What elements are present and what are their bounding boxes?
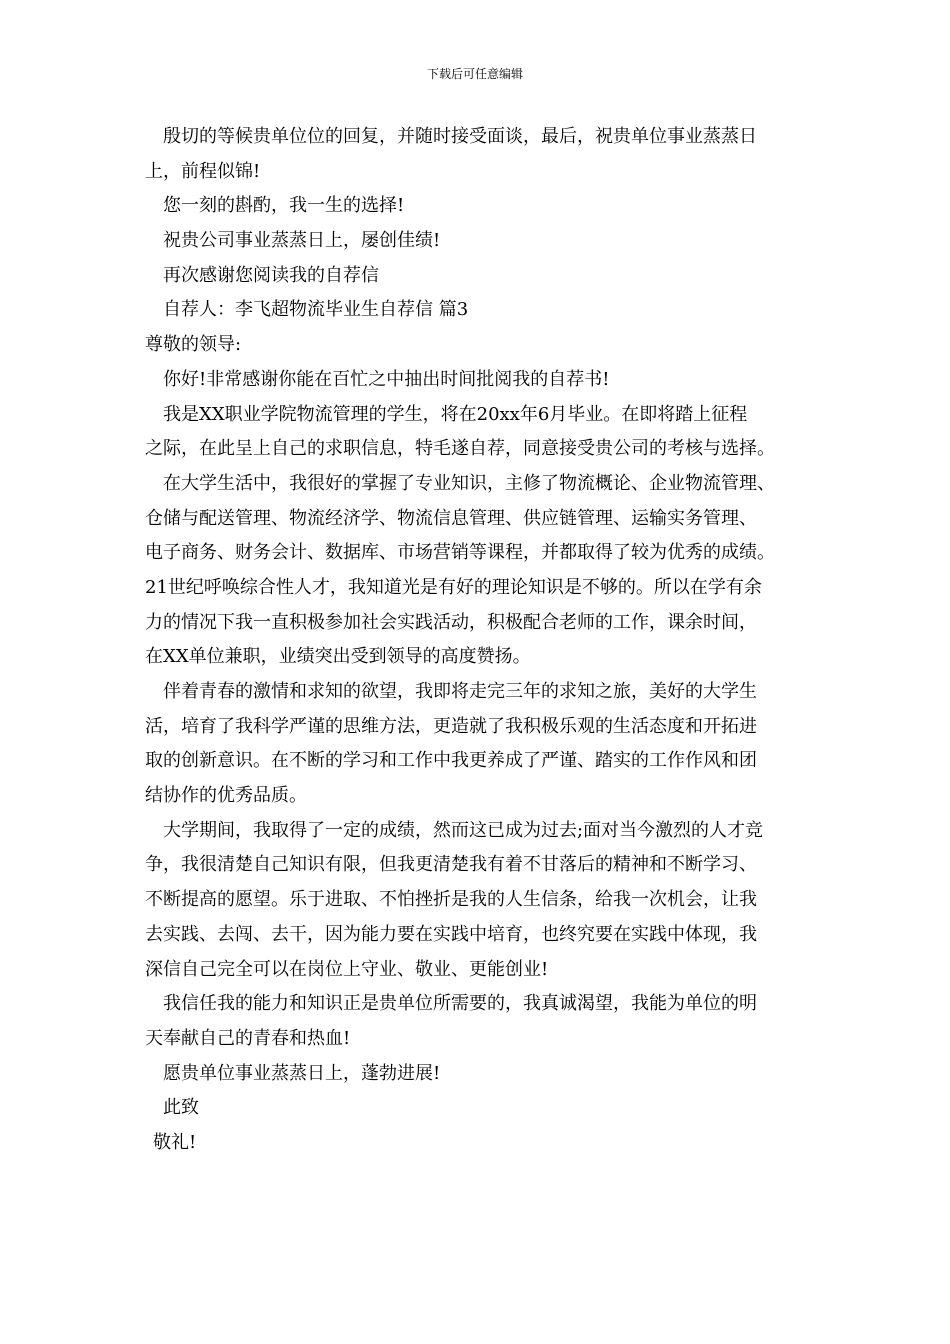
text-line: 不断提高的愿望。乐于进取、不怕挫折是我的人生信条，给我一次机会，让我 [145, 889, 757, 911]
text-line: 去实践、去闯、去干，因为能力要在实践中培育，也终究要在实践中体现，我 [145, 923, 757, 945]
letter-body [145, 120, 825, 1161]
header-note: 下载后可任意编辑 [426, 67, 523, 81]
text-line: 伴着青春的激情和求知的欲望，我即将走完三年的求知之旅，美好的大学生 [163, 681, 757, 702]
text-line: 你好!非常感谢你能在百忙之中抽出时间批阅我的自荐书! [163, 368, 610, 390]
text-line: 我信任我的能力和知识正是贵单位所需要的，我真诚渴望，我能为单位的明 [163, 993, 757, 1015]
text-line: 深信自己完全可以在岗位上守业、敬业、更能创业! [145, 958, 549, 980]
text-line: 力的情况下我一直积极参加社会实践活动，积极配合老师的工作，课余时间， [145, 611, 757, 633]
text-line: 仓储与配送管理、物流经济学、物流信息管理、供应链管理、运输实务管理、 [145, 507, 757, 529]
text-line: 尊敬的领导: [145, 334, 242, 356]
text-line: 之际，在此呈上自己的求职信息，特毛遂自荐，同意接受贵公司的考核与选择。 [145, 438, 775, 460]
text-line: 争，我很清楚自己知识有限，但我更清楚我有着不甘落后的精神和不断学习、 [145, 854, 757, 876]
text-line: 电子商务、财务会计、数据库、市场营销等课程，并都取得了较为优秀的成绩。 [145, 542, 775, 564]
text-line: 天奉献自己的青春和热血! [145, 1027, 351, 1049]
text-line: 敬礼! [153, 1131, 197, 1153]
text-line: 21世纪呼唤综合性人才，我知道光是有好的理论知识是不够的。所以在学有余 [145, 576, 762, 598]
text-line: 再次感谢您阅读我的自荐信 [163, 264, 379, 286]
text-line: 愿贵单位事业蒸蒸日上，蓬勃进展! [163, 1062, 441, 1084]
text-line: 祝贵公司事业蒸蒸日上，屡创佳绩! [163, 230, 441, 252]
text-line: 您一刻的斟酌，我一生的选择! [163, 195, 405, 217]
text-line: 我是XX职业学院物流管理的学生，将在20xx年6月毕业。在即将踏上征程 [163, 403, 748, 425]
text-line: 殷切的等候贵单位位的回复，并随时接受面谈，最后，祝贵单位事业蒸蒸日 [163, 126, 757, 147]
text-line: 结协作的优秀品质。 [145, 785, 307, 807]
text-line: 取的创新意识。在不断的学习和工作中我更养成了严谨、踏实的工作作风和团 [145, 750, 757, 772]
text-line: 在XX单位兼职，业绩突出受到领导的高度赞扬。 [145, 646, 531, 668]
text-line: 大学期间，我取得了一定的成绩，然而这已成为过去;面对当今激烈的人才竞 [163, 819, 764, 841]
text-line: 活，培育了我科学严谨的思维方法，更造就了我积极乐观的生活态度和开拓进 [145, 715, 757, 737]
text-line: 自荐人：李飞超物流毕业生自荐信 篇3 [163, 299, 469, 321]
text-line: 上，前程似锦! [145, 160, 261, 182]
text-line: 在大学生活中，我很好的掌握了专业知识，主修了物流概论、企业物流管理、 [163, 472, 775, 494]
text-line: 此致 [163, 1097, 199, 1119]
